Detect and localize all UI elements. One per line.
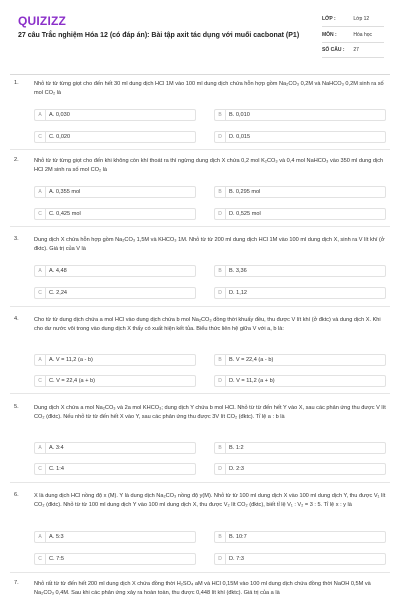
question-number: 1. [14, 80, 19, 86]
option-text: D. 2:3 [229, 466, 244, 472]
option-text: A. 4,48 [49, 268, 67, 274]
option-letter: B [215, 443, 226, 453]
question-divider [10, 149, 390, 150]
meta-count-label: SỐ CÂU : [322, 47, 345, 53]
option-text: D. 0,015 [229, 134, 251, 140]
meta-subject [322, 32, 372, 38]
option-letter: C [35, 209, 46, 219]
option-a[interactable] [34, 354, 196, 366]
option-letter: A [35, 532, 46, 542]
option-b[interactable] [214, 354, 386, 366]
option-text: A. V = 11,2 (a - b) [49, 357, 93, 363]
meta-class [322, 16, 369, 22]
option-letter: A [35, 355, 46, 365]
meta-class-value: Lớp 12 [353, 16, 370, 22]
question-text: Dung dịch X chứa a mol Na₂CO₃ và 2a mol KHCO₃; dung dịch Y chứa b mol HCl. Nhỏ từ từ đến hết Y vào X, sau các phản ứng thu được V lít CO₂ (đktc). Nếu nhỏ từ từ đến hết X vào Y, sau các phản ứng thu được 3V lít CO₂ (đktc). Tỉ lệ a : b là [34, 405, 386, 420]
option-d[interactable] [214, 463, 386, 475]
question-number: 5. [14, 404, 19, 410]
option-c[interactable] [34, 463, 196, 475]
option-text: C. 7:5 [49, 556, 64, 562]
option-letter: B [215, 266, 226, 276]
divider [322, 57, 384, 58]
option-text: B. V = 22,4 (a - b) [229, 357, 274, 363]
meta-subject-label: MÔN : [322, 32, 337, 38]
header-divider [10, 74, 390, 75]
question-divider [10, 482, 390, 483]
option-text: B. 1:2 [229, 445, 244, 451]
option-a[interactable] [34, 531, 196, 543]
divider [322, 26, 384, 27]
option-b[interactable] [214, 109, 386, 121]
option-letter: A [35, 187, 46, 197]
option-letter: D [215, 209, 226, 219]
option-c[interactable] [34, 553, 196, 565]
option-b[interactable] [214, 442, 386, 454]
question-text: X là dung dịch HCl nồng độ x (M). Y là dung dịch Na₂CO₃ nồng độ y(M). Nhỏ từ từ 100 ml dung dịch X vào 100 ml dung dịch Y, thu được V₁ lít CO₂ (đktc). Nhỏ từ từ 100 ml dung dịch Y vào 100 ml dung dịch X, thu được V₂ lít CO₂ (đktc), biết tỉ lệ V₁ : V₂ = 3 : 5. Tỉ lệ x : y là [34, 493, 386, 508]
option-c[interactable] [34, 375, 196, 387]
option-text: B. 3,36 [229, 268, 247, 274]
option-letter: D [215, 376, 226, 386]
option-a[interactable] [34, 265, 196, 277]
option-d[interactable] [214, 208, 386, 220]
option-letter: C [35, 464, 46, 474]
option-text: C. 0,425 mol [49, 211, 81, 217]
meta-count-value: 27 [353, 47, 359, 53]
option-text: A. 0,355 mol [49, 189, 81, 195]
option-d[interactable] [214, 287, 386, 299]
option-text: D. 7:3 [229, 556, 244, 562]
question-number: 3. [14, 236, 19, 242]
option-letter: B [215, 532, 226, 542]
option-d[interactable] [214, 375, 386, 387]
option-letter: B [215, 110, 226, 120]
option-text: A. 3:4 [49, 445, 64, 451]
question-text: Nhỏ từ từ từng giọt cho đến khi không còn khí thoát ra thì ngừng dung dịch X chứa 0,2 mol K₂CO₃ và 0,4 mol NaHCO₃ vào 350 ml dung dịch HCl 2M sinh ra số mol CO₂ là [34, 158, 384, 173]
option-letter: A [35, 110, 46, 120]
option-letter: A [35, 443, 46, 453]
option-b[interactable] [214, 265, 386, 277]
question-divider [10, 306, 390, 307]
option-letter: B [215, 187, 226, 197]
meta-class-label: LỚP : [322, 16, 336, 22]
option-a[interactable] [34, 442, 196, 454]
question-number: 2. [14, 157, 19, 163]
meta-subject-value: Hóa học [353, 32, 373, 38]
option-text: A. 5:3 [49, 534, 64, 540]
option-letter: C [35, 554, 46, 564]
option-text: C. V = 22,4 (a + b) [49, 378, 96, 384]
option-text: B. 0,295 mol [229, 189, 261, 195]
option-letter: C [35, 376, 46, 386]
option-c[interactable] [34, 208, 196, 220]
option-letter: B [215, 355, 226, 365]
option-letter: D [215, 132, 226, 142]
option-text: D. V = 11,2 (a + b) [229, 378, 275, 384]
option-letter: C [35, 132, 46, 142]
document-header [0, 0, 400, 60]
option-b[interactable] [214, 531, 386, 543]
option-text: B. 0,010 [229, 112, 250, 118]
option-text: B. 10:7 [229, 534, 247, 540]
question-text: Cho từ từ dung dịch chứa a mol HCl vào dung dịch chứa b mol Na₂CO₃ đồng thời khuấy đều, thu được V lít khí (ở đktc) và dung dịch X. Khi cho dư nước vôi trong vào dung dịch X thấy có xuất hiện kết tủa. Biểu thức liên hệ giữa V với a, b là: [34, 317, 381, 332]
option-letter: C [35, 288, 46, 298]
question-text: Nhỏ từ từ từng giọt cho đến hết 30 ml dung dịch HCl 1M vào 100 ml dung dịch chứa hỗn hợp gồm Na₂CO₃ 0,2M và NaHCO₃ 0,2M sinh ra số mol CO₂ là [34, 81, 384, 96]
question-divider [10, 393, 390, 394]
question-text: Dung dịch X chứa hỗn hợp gồm Na₂CO₃ 1,5M và KHCO₃ 1M. Nhỏ từ từ 200 ml dung dịch HCl 1M vào 100 ml dung dịch X, sinh ra V lít khí (ở đktc). Giá trị của V là [34, 237, 385, 252]
option-letter: D [215, 464, 226, 474]
option-letter: A [35, 266, 46, 276]
question-divider [10, 572, 390, 573]
question-number: 7. [14, 580, 19, 586]
page-title: 27 câu Trắc nghiệm Hóa 12 (có đáp án): Bài tập axit tác dụng với muối cacbonat (P1) [18, 32, 300, 39]
option-letter: D [215, 554, 226, 564]
quizizz-logo: QUIZIZZ [18, 14, 67, 28]
option-text: D. 1,12 [229, 290, 248, 296]
option-c[interactable] [34, 131, 196, 143]
option-text: A. 0,030 [49, 112, 70, 118]
question-text: Nhỏ rất từ từ đến hết 200 ml dung dịch X chứa đồng thời H₂SO₄ aM và HCl 0,15M vào 100 ml dung dịch chứa đồng thời NaOH 0,5M và Na₂CO₃ 0,4M. Sau khi các phản ứng xảy ra hoàn toàn, thu được 0,448 lít khí (đktc). Giá trị của a là [34, 581, 371, 596]
option-d[interactable] [214, 131, 386, 143]
option-c[interactable] [34, 287, 196, 299]
question-number: 4. [14, 316, 19, 322]
question-divider [10, 226, 390, 227]
option-text: C. 1:4 [49, 466, 64, 472]
option-text: C. 2,24 [49, 290, 68, 296]
option-text: C. 0,020 [49, 134, 71, 140]
meta-count [322, 47, 359, 53]
question-number: 6. [14, 492, 19, 498]
option-a[interactable] [34, 186, 196, 198]
option-b[interactable] [214, 186, 386, 198]
option-text: D. 0,525 mol [229, 211, 261, 217]
divider [322, 42, 384, 43]
option-d[interactable] [214, 553, 386, 565]
option-a[interactable] [34, 109, 196, 121]
option-letter: D [215, 288, 226, 298]
